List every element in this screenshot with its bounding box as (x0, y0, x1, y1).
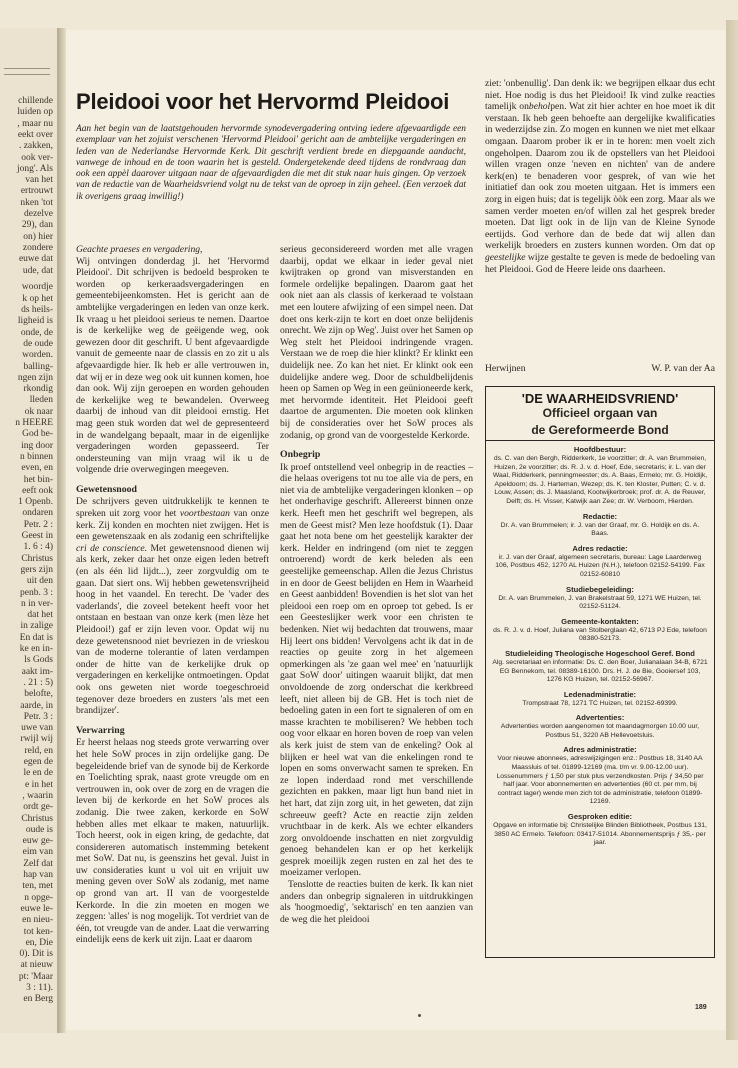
masthead-subtitle-2: de Gereformeerde Bond (531, 423, 669, 437)
previous-page-text-fragment: hap van (23, 870, 53, 881)
previous-page-text-fragment: onde, de (20, 327, 53, 338)
previous-page-text-fragment: euwe dat (18, 254, 53, 265)
colophon-section (492, 649, 708, 685)
previous-page-text-fragment: in zalige (20, 621, 53, 632)
previous-page-text-fragment: eeft ook (22, 485, 53, 496)
previous-page-text-fragment: balling- (23, 361, 53, 372)
previous-page-text-fragment: de oude (23, 338, 53, 349)
colophon-heading: Adres administratie: (563, 745, 637, 755)
previous-page-text-fragment: ondaren (22, 508, 53, 519)
print-speck (418, 1014, 421, 1017)
previous-page-text-fragment: n binnen (20, 451, 53, 462)
previous-page-text-fragment: en nieu- (22, 915, 53, 926)
previous-page-text-fragment: ligheid is (17, 316, 53, 327)
previous-page-text-fragment: worden. (22, 350, 53, 361)
colophon-heading: Adres redactie: (572, 543, 628, 553)
previous-page-text-fragment: en, Die (25, 937, 53, 948)
colophon-section (492, 512, 708, 539)
page-edge-shadow (726, 20, 738, 1040)
previous-page-text-fragment: Christus (21, 813, 53, 824)
previous-page-text-fragment: eim van (22, 847, 53, 858)
previous-page-text-fragment: 3 : 11). (26, 983, 53, 994)
previous-page-text-fragment: on) hier (23, 231, 53, 242)
previous-page-text-fragment: 1 Openb. (18, 497, 53, 508)
previous-page-text-fragment: chillende (18, 96, 53, 106)
previous-page-text-fragment: het bin- (23, 474, 53, 485)
salutation: Geachte praeses en vergadering, (76, 244, 203, 255)
colophon-section (492, 585, 708, 612)
article-column-2 (280, 244, 473, 925)
colophon-body: Voor nieuwe abonnees, adreswijzigingen enz.: Postbus 18, 3140 AA Maassluis of tel. 01899-12169 (ma. t/m vr. 9.00-12.00 uur). Lossenummers ƒ 1,50 per stuk plus verzendkosten. Prijs ƒ 34,50 per half jaar. Voor abonnementen en advertenties (60 ct. per mm, bij contract lager) wende men zich tot de administratie, telefoon 01899-12169. (496, 755, 704, 806)
section-heading: Gewetensnood (76, 483, 137, 495)
previous-page-text-fragment: reld, en (24, 745, 53, 756)
paragraph: Tenslotte de reacties buiten de kerk. Ik kan niet anders dan onbegrip signaleren in uitdrukkingen als 'hoogmoedig', 'sektarisch' en ten aanzien van de weg die het pleidooi (280, 879, 473, 925)
colophon-body: Opgave en informatie bij: Christelijke Blinden Bibliotheek, Postbus 131, 3850 AC Ermelo. Telefoon: 03417-51014. Abonnementsprijs ƒ 35,- per jaar. (493, 822, 707, 847)
article-column-1 (76, 244, 269, 946)
colophon-section (492, 617, 708, 644)
previous-page-text-fragment: rwijl wij (20, 734, 53, 745)
previous-page-text-fragment: even, en (21, 463, 53, 474)
paragraph: ziet: 'onbenullig'. Dan denk ik: we begrijpen elkaar dus echt niet. Hoe nodig is dus het Pleidooi! Ik vind zulke reacties tamelijk onbeholpen. Wat zit hier achter en hoe moet ik dit verstaan. Ik heb geen behoefte aan dergelijke kwalificaties in wederzijdse zin. Zo mogen en kunnen we niet met elkaar omgaan. Daarom prober ik er in te horen: men voelt zich ongeholpen. Daarom zou ik de opstellers van het Pleidooi willen vragen onze 'neven en nichten' van de andere kerk(en) te benaderen voor gesprek, of van wie het initiatief dan ook zou moeten uitgaan. Het is immers een zorg in eigen huis; dat is tegelijk òòk een zorg. Maar als we samen verder moeten en/of willen zal het gesprek breder moeten. Dat ligt ook in de lijn van de Kleine Synode eertijds. God verhore dan de bede dat wij allen dan werkelijk broeders en zusters kunnen worden. Om dat op geestelijke wijze gestalte te geven is mede de bedoeling van het Pleidooi. God de Heere leide ons daarheen. (485, 78, 715, 275)
previous-page-text-fragment: euw ge- (22, 836, 53, 847)
previous-page-text-fragment: aarde, in (20, 700, 53, 711)
colophon-heading: Hoofdbestuur: (573, 445, 627, 454)
paragraph: Wij ontvingen donderdag jl. het 'Hervormd Pleidooi'. Dit schrijven is bedoeld besproken te worden op kerkeraadsvergaderingen en gemeentebijeenkomsten. Het is gericht aan de ambtelijke vergaderingen en leden van onze kerk. Ik vraag u het pleidooi serieus te nemen. Daartoe is de kerkelijke weg de geëigende weg, ook gewezen door dit geschrift. U bent afgevaardigde vanuit de gemeente naar de classis en zo zit u als afgevaardigde hier. Ik heb er alle vertrouwen in, dat wij er in deze weg ook uit kunnen komen, hoe dan ook. Wij zijn geroepen en worden gehouden de kerkelijke weg te bewandelen. Overweeg daarbij de inhoud van dit pleidooi ernstig. Het mag geen stuk worden dat wel de gepresenteerd in de wandelgang bepaalt, maar in de eigenlijke vergaderingen worden gepasseerd. Ter ondersteuning van mijn vraag wil ik u de volgende drie overwegingen meegeven. (76, 255, 269, 476)
colophon-sections (492, 445, 708, 848)
colophon-heading: Gemeente-kontakten: (561, 616, 639, 626)
colophon-heading: Redactie: (582, 511, 618, 521)
previous-page-text-fragment: ds heils- (21, 305, 53, 316)
previous-page-text-fragment: e in het (25, 779, 53, 790)
colophon-body: ds. C. van den Bergh, Ridderkerk, 1e voorzitter; dr. A. van Brummelen, Huizen, 2e voorzitter; ds. R. J. v. d. Hoef, Ede, secretaris; ir. L. van der Waal, Ridderkerk, penningmeester; ds. A. Baas, Ermelo; mr. G. Holdijk, Apeldoorn; ds. J. Harteman, Wezep; ds. K. ten Kloster, Putten; C. v. d. Louw, Assen; ds. J. Maasland, Kootwijkerbroek; prof. dr. A. de Reuver, Delft; ds. H. Visser, Katwijk aan Zee; dr. W. Verboom, Hierden. (492, 455, 708, 505)
previous-page-text-fragment: ngen zijn (17, 372, 53, 383)
previous-page-text-fragment: Christus (21, 553, 53, 564)
colophon-body: ir. J. van der Graaf, algemeen secretaris, bureau: Lage Laarderweg 106, Postbus 452, 1270 AL Huizen (N.H.), telefoon 02152-54199. Fax 02152-60810 (495, 553, 705, 578)
colophon-section (492, 745, 708, 807)
previous-page-text-fragment: n in ver- (21, 598, 53, 609)
signature-name: W. P. van der Aa (651, 363, 715, 374)
previous-page-text-fragment: dat het (27, 610, 53, 621)
previous-page-text-fragment: ook ver- (21, 152, 53, 163)
decorative-rule (4, 74, 50, 77)
previous-page-text-fragment: ertrouwt (20, 186, 53, 197)
colophon-heading: Advertenties: (575, 713, 625, 723)
divider (486, 440, 714, 441)
colophon-body: Advertenties worden aangenomen tot maandagmorgen 10.00 uur, Postbus 51, 3220 AB Hellevoetsluis. (500, 723, 700, 739)
previous-page-text-fragment: le en de (23, 768, 53, 779)
paragraph: Er heerst helaas nog steeds grote verwarring over het hele SoW proces in zijn ordelijke gang. De begeleidende brief van de synode bij de Kerkorde en Toelichting sprak, naast grote vreugde om en vertrouwen in, ook over de zorg en de vragen die leven bij de kerkorde en het SoW proces als zodanig. Die twee zaken, kerkorde en SoW hebben alles met elkaar te maken, natuurlijk. Toch heerst, ook in eigen kring, de gedachte, dat considereren automatisch instemming betekent met SoW. Dat nu, is geenszins het geval. Juist in uw consideraties kunt u vol uit en vrijuit uw mening geven over SoW als zodanig, met name op grond van art. II van de voorgestelde Kerkorde. In die zin moeten en mogen we zeggen: 'alles' is nog mogelijk. Tot verdriet van de één, tot vreugde van de ander. Laat die verwarring eindelijk eens de kerk uit zijn. Laat er daarom (76, 737, 269, 946)
previous-page-text-fragment: En dat is (19, 632, 53, 643)
previous-page-text-fragment: , maar nu (17, 118, 53, 129)
masthead-name: 'DE WAARHEIDSVRIEND' (521, 391, 679, 406)
signature-place: Herwijnen (485, 363, 526, 374)
previous-page-text-fragment: belofte, (24, 689, 53, 700)
previous-page-text-fragment: uit den (26, 576, 53, 587)
previous-page-text-fragment: woordje (21, 282, 53, 293)
previous-page-text-fragment: aakt im- (21, 666, 53, 677)
previous-page-text-fragment: van het (25, 175, 53, 186)
previous-page-text-fragment: . 21 : 5) (23, 677, 53, 688)
colophon-heading: Studieleiding Theologische Hogeschool Geref. Bond (505, 648, 695, 658)
colophon-body: ds. R. J. v. d. Hoef, Juliana van Stolberglaan 42, 6713 PJ Ede, telefoon 08380-52173. (493, 626, 707, 643)
colophon-section (492, 713, 708, 740)
author-signature (485, 363, 715, 374)
previous-page-text-fragment: Zelf dat (23, 858, 53, 869)
colophon-heading: Ledenadministratie: (563, 689, 637, 699)
previous-page-text-fragment: nken 'tot (20, 197, 53, 208)
colophon-section (492, 690, 708, 709)
colophon-body: Dr. A. van Brummelen; ir. J. van der Graaf, mr. G. Holdijk en ds. A. Baas. (500, 521, 700, 538)
previous-page-text-fragment: luiden op (17, 107, 53, 118)
colophon-body: Dr. A. van Brummelen, J. van Brakelstraat 59, 1271 WE Huizen, tel. 02152-51124. (498, 594, 702, 611)
previous-page-text-fragment: 1. 6 : 4) (23, 542, 53, 553)
previous-page-text-fragment: en Berg (23, 994, 53, 1005)
decorative-rule (4, 68, 50, 71)
previous-page-text-fragment: k op het (22, 293, 53, 304)
previous-page-text-fragment: oude is (25, 824, 53, 835)
previous-page-text-fragment: n HEERE (15, 418, 53, 429)
previous-page-text-fragment: . zakken, (18, 141, 53, 152)
previous-page-text-fragment: uwe van (21, 723, 53, 734)
article-title: Pleidooi voor het Hervormd Pleidooi (76, 89, 450, 114)
colophon-box (485, 386, 715, 958)
previous-page-text-fragment: euwe le- (20, 903, 53, 914)
colophon-section (492, 812, 708, 848)
previous-page-text-fragment: ok naar (24, 406, 53, 417)
previous-page-text-fragment: ls Gods (24, 655, 53, 666)
previous-page-text-fragment: eekt over (17, 129, 53, 140)
previous-page-text-fragment: jong'. Als (16, 163, 53, 174)
colophon-body: Trompstraat 78, 1271 TC Huizen, tel. 02152-69399. (522, 699, 678, 707)
previous-page-edge (0, 28, 58, 1033)
article-intro: Aan het begin van de laatstgehouden hervormde synodevergadering ontving iedere afgevaardigde een exemplaar van het zojuist verschenen 'Hervormd Pleidooi' gericht aan de ambtelijke vergaderingen en leden van de Nederlandse Hervormde Kerk. Dit geschrift verdient brede en diepgaande aandacht, vanwege de inhoud en de toon waarin het is gesteld. Ondergetekende deed tijdens de rondvraag dan ook een appèl daarover uitgaan naar de afgevaardigden die met dit stuk naar huis gingen. Op verzoek van de redactie van de Waarheidsvriend volgt nu de tekst van de oproep in zijn geheel. (Een verzoek dat ik overigens graag inwillig!) (76, 124, 466, 202)
colophon-heading: Gesproken editie: (567, 812, 633, 822)
previous-page-text-fragment: tot ken- (23, 926, 53, 937)
section-heading: Onbegrip (280, 449, 321, 461)
paragraph: De schrijvers geven uitdrukkelijk te kennen te spreken uit zorg voor het voortbestaan van onze kerk. Zij konden en mochten niet zwijgen. Het is een gewetenszaak en als zodanig een schriftelijke cri de conscience. Met gewetensnood dienen wij als kerk, zeker daar het onze eigen leden betreft (en als één lid lijdt...), zeer zorgvuldig om te gaan. Dat siert ons. Wij hebben gewetensvrijheid hoog in het vaandel. En terecht. De 'vader des vaderlands', die zoveel betekent heeft voor het ontstaan en bestaan van onze kerk (men lèze het Pleidooi!) gaf er zijn leven voor. Opdat wij nu deze gewetensnood niet bevriezen in de vrieskou van de moderne tolerantie of laten verdampen onder de hitte van de kerkelijke druk op vergaderingen en kerkelijke ontmoetingen. Opdat ook ons geweten niet worde toegeschroeid tegenover deze broeders en zusters 'als met een brandijzer'. (76, 496, 269, 717)
previous-page-text-fragment: Petr. 3 : (23, 711, 53, 722)
previous-page-text-fragment: ten, met (22, 881, 53, 892)
page-number: 189 (695, 1004, 707, 1011)
previous-page-text-fragment: penb. 3 : (20, 587, 53, 598)
previous-page-text-fragment: lleden (29, 395, 53, 406)
article-column-3 (485, 78, 715, 275)
previous-page-text-fragment: at nieuw (20, 960, 53, 971)
previous-page-text-fragment: Geest in (21, 531, 53, 542)
previous-page-text-fragment: 29), dan (21, 220, 53, 231)
previous-page-text-fragment: zondere (22, 242, 53, 253)
colophon-body: Alg. secretariaat en informatie: Ds. C. den Boer, Julianalaan 34-B, 6721 EG Bennekom, tel. 08389-16100. Drs. H. J. de Bie, Gooiersef 103, 1276 KG Huizen, tel. 02152-56967. (492, 658, 708, 684)
previous-page-text-fragment: ordt ge- (23, 802, 53, 813)
colophon-section (492, 445, 708, 507)
previous-page-text-fragment: gers zijn (20, 564, 53, 575)
book-gutter (58, 28, 66, 1033)
previous-page-text-fragment: Petr. 2 : (23, 519, 53, 530)
paragraph: Ik proef ontstellend veel onbegrip in de reacties – die helaas overigens tot nu toe alle via de pers, en niet via de ambtelijke vergaderingen klonken – op het onderhavige geschrift. Allereerst binnen onze kerk. Heeft men het geschrift wel begrepen, als men de Geest mist? Men leze hoofdstuk (1). Daar gaat het nota bene om het geestelijk karakter der kerk. Helder en indringend (om niet te zeggen ontroerend) wordt de kerk beleden als een geestelijke gemeenschap. Allen die Jezus Christus in en door de Geest belijden en Hem in Waarheid en Geest aanbidden! Bovendien is het slot van het pleidooi een roep om en oproep tot gebed. Is er een Geesteslijker werk voor een christen te bedenken. Niet wij bedachten dat trouwens, maar Hij leert ons bidden! Vervolgens acht ik dat in de reacties op geuite zorg in het algemeen opmerkingen als 'ze gaan wel mee' en 'natuurlijk gaat SoW door' uitingen waaruit blijkt, dat men onvoldoende de zorg onderschat die kerkbreed leeft, niet alleen bij de GB. Het is toch niet de bedoeling gaten in een fort te signaleren of om en masse krachten te mobiliseren? We hebben toch oog voor elkaar en horen boven de roep van velen als kerk juist de stem van de enkeling? Ook al blijken er heel wat van die enkelingen rond te lopen en soms onverwacht samen te spreken. En ze lopen inderdaad rond met verschillende gezichten en pakken, maar ligt hun band niet in het hart, dat zijn zorg uit, in het geweten, dat zijn schreeuw geeft? Acte en reactie zijn zelden vruchtbaar in de kerk. Als we echter elkanders zorg onvoldoende inschatten en niet zorgvuldig genoeg behandelen kan er op het kerkelijk gesprek moeilijk zegen rusten en zal het des te moeizamer verlopen. (280, 461, 473, 879)
previous-page-text-fragment: ude, dat (22, 265, 53, 276)
masthead-subtitle-1: Officieel orgaan van (542, 406, 658, 420)
previous-page-text-fragment: egen de (23, 757, 53, 768)
previous-page-text-fragment: pt: 'Maar (18, 971, 53, 982)
previous-page-text-fragment: rkondig (23, 384, 53, 395)
colophon-section (492, 544, 708, 580)
previous-page-text-fragment: dezelve (23, 209, 53, 219)
previous-page-text-fragment: God be- (22, 429, 53, 440)
section-heading: Verwarring (76, 724, 125, 736)
paragraph: serieus geconsidereerd worden met alle vragen daarbij, opdat we elkaar in ieder geval niet kwijtraken op grond van misverstanden en formele ordelijke bepalingen. Daarom gaat het ook niet aan als classis of kerkeraad te volstaan met een loutere afwijzing of een simpel neen. Dat doet ons kerk-zijn te kort en doet onze belijdenis onrecht. We zijn op Weg'. Juist over het Samen op Weg stelt het Pleidooi indringende vragen. Verstaan we de roep die hier klinkt? Er klinkt een duidelijk nee. Zo kan het niet. Er klinkt ook een duidelijke andere weg. Door de schuldbelijdenis heen op Samen op Weg in een geünioneerde kerk, met hervormde identiteit. Het Pleidooi geeft daartoe de argumenten. Die moeten ook klinken bij de consideraties over het SoW proces als zodanig, op grond van de voorgestelde Kerkorde. (280, 244, 473, 441)
colophon-heading: Studiebegeleiding: (566, 584, 634, 594)
previous-page-text-fragment: ke en in- (19, 644, 53, 655)
previous-page-text-fragment: , waarin (22, 790, 53, 801)
previous-page-text-fragment: ing door (21, 440, 53, 451)
previous-page-text-fragment: 0). Dit is (19, 949, 53, 960)
previous-page-text-fragment: n opge- (24, 892, 53, 903)
